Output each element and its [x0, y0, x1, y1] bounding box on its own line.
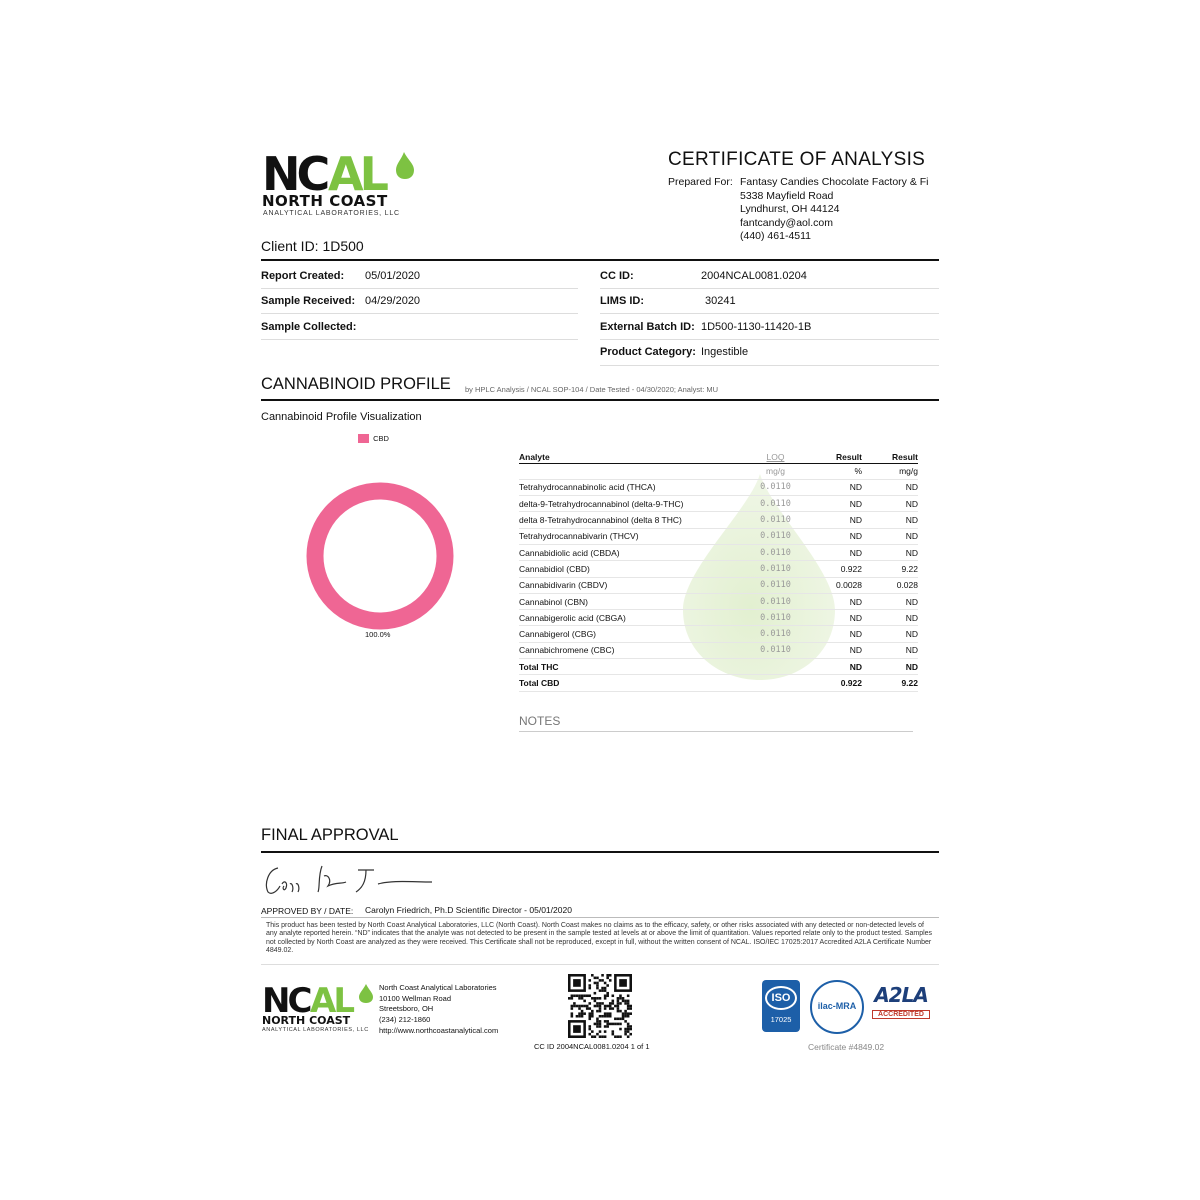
ncal-logo-nc: NC — [262, 150, 327, 201]
loq-cell: 0.0110 — [748, 496, 803, 512]
approved-by-value: Carolyn Friedrich, Ph.D Scientific Director - 05/01/2020 — [365, 905, 572, 915]
info-rule — [600, 339, 939, 340]
result-mg-cell: ND — [862, 610, 918, 626]
col-header-loq: LOQ — [766, 452, 785, 463]
analyte-cell: Cannabigerolic acid (CBGA) — [519, 610, 748, 626]
result-pct-cell: 0.922 — [803, 561, 862, 577]
client-line: fantcandy@aol.com — [740, 216, 833, 229]
product-category-label: Product Category: — [600, 346, 696, 358]
total-pct-cell: 0.922 — [803, 675, 862, 691]
table-row — [519, 496, 918, 512]
cannabinoid-profile-title: CANNABINOID PROFILE — [261, 375, 451, 393]
info-rule — [261, 313, 578, 314]
total-mg-cell: 9.22 — [862, 675, 918, 691]
approved-by-label: APPROVED BY / DATE: — [261, 906, 354, 916]
header-divider — [261, 259, 939, 261]
table-row — [519, 610, 918, 626]
analyte-cell: Cannabidiolic acid (CBDA) — [519, 544, 748, 560]
result-mg-cell: ND — [862, 479, 918, 495]
cc-id-value: 2004NCAL0081.0204 — [701, 270, 807, 282]
info-rule — [261, 339, 578, 340]
analyte-cell: Cannabichromene (CBC) — [519, 642, 748, 658]
loq-cell: 0.0110 — [748, 561, 803, 577]
notes-label: NOTES — [519, 714, 561, 728]
analyte-cell: Cannabigerol (CBG) — [519, 626, 748, 642]
total-analyte-cell: Total CBD — [519, 675, 748, 691]
approval-rule — [261, 917, 939, 918]
external-batch-id-value: 1D500-1130-11420-1B — [701, 321, 812, 333]
loq-cell: 0.0110 — [748, 593, 803, 609]
info-rule — [600, 313, 939, 314]
analyte-cell: Tetrahydrocannabinolic acid (THCA) — [519, 479, 748, 495]
result-pct-cell: ND — [803, 512, 862, 528]
analyte-cell: delta 8-Tetrahydrocannabinol (delta 8 THC) — [519, 512, 748, 528]
ncal-logo-line2: ANALYTICAL LABORATORIES, LLC — [263, 210, 400, 217]
client-line: Fantasy Candies Chocolate Factory & Fi — [740, 176, 929, 188]
result-pct-cell: ND — [803, 479, 862, 495]
unit-result-mg: mg/g — [862, 463, 918, 479]
col-header-result-pct: Result — [836, 452, 862, 463]
footer-logo-line2: ANALYTICAL LABORATORIES, LLC — [262, 1027, 369, 1033]
analyte-cell: Cannabinol (CBN) — [519, 593, 748, 609]
droplet-icon — [396, 152, 414, 179]
analyte-cell: Tetrahydrocannabivarin (THCV) — [519, 528, 748, 544]
footer-logo-line1: NORTH COAST — [262, 1014, 351, 1027]
cc-id-label: CC ID: — [600, 270, 634, 282]
footer-address-line: North Coast Analytical Laboratories — [379, 983, 497, 992]
result-mg-cell: ND — [862, 544, 918, 560]
info-rule — [600, 365, 939, 366]
iso-17025-badge-icon — [762, 980, 800, 1032]
total-analyte-cell: Total THC — [519, 659, 748, 675]
result-mg-cell: ND — [862, 642, 918, 658]
cc-id-page: CC ID 2004NCAL0081.0204 1 of 1 — [534, 1042, 650, 1051]
donut-data-label: 100.0% — [365, 630, 391, 639]
report-created-value: 05/01/2020 — [365, 270, 421, 282]
disclaimer-rule — [261, 964, 939, 965]
table-row — [519, 512, 918, 528]
footer-logo-nc: NC — [262, 982, 310, 1018]
approval-divider — [261, 851, 939, 853]
legend — [358, 433, 389, 443]
table-total-row — [519, 675, 918, 691]
footer-address-line: Streetsboro, OH — [379, 1004, 434, 1014]
loq-cell: 0.0110 — [748, 626, 803, 642]
sample-received-value: 04/29/2020 — [365, 295, 421, 307]
result-pct-cell: ND — [803, 610, 862, 626]
external-batch-id-label: External Batch ID: — [600, 321, 695, 333]
sample-received-label: Sample Received: — [261, 295, 356, 307]
a2la-badge-icon — [870, 983, 932, 1029]
total-loq-cell — [748, 659, 803, 675]
total-pct-cell: ND — [803, 659, 862, 675]
loq-cell: 0.0110 — [748, 479, 803, 495]
lims-id-value: 30241 — [705, 295, 736, 307]
visualization-label: Cannabinoid Profile Visualization — [261, 411, 422, 423]
table-row — [519, 479, 918, 495]
result-mg-cell: 9.22 — [862, 561, 918, 577]
legend-label-cbd: CBD — [373, 433, 389, 443]
table-row — [519, 593, 918, 609]
a2la-letters: A2LA — [874, 983, 928, 1007]
unit-result-pct: % — [803, 463, 862, 479]
cannabinoid-divider — [261, 399, 939, 401]
result-pct-cell: ND — [803, 528, 862, 544]
donut-chart — [300, 480, 460, 640]
total-mg-cell: ND — [862, 659, 918, 675]
document-title: CERTIFICATE OF ANALYSIS — [668, 149, 926, 170]
iso-badge-top: ISO — [765, 986, 797, 1010]
a2la-accredited: ACCREDITED — [872, 1010, 930, 1019]
ncal-logo-line1: NORTH COAST — [262, 192, 388, 210]
client-id: Client ID: 1D500 — [261, 238, 364, 254]
info-rule — [261, 288, 578, 289]
legend-swatch-cbd — [358, 434, 369, 443]
footer-address — [379, 983, 498, 1037]
final-approval-title: FINAL APPROVAL — [261, 826, 399, 844]
client-line: 5338 Mayfield Road — [740, 189, 834, 202]
cannabinoid-profile-subtitle: by HPLC Analysis / NCAL SOP-104 / Date Tested - 04/30/2020; Analyst: MU — [465, 385, 719, 394]
unit-loq: mg/g — [748, 463, 803, 479]
result-pct-cell: ND — [803, 593, 862, 609]
client-line: Lyndhurst, OH 44124 — [740, 203, 840, 216]
analyte-cell: Cannabidivarin (CBDV) — [519, 577, 748, 593]
sample-collected-label: Sample Collected: — [261, 321, 357, 333]
footer-url[interactable]: http://www.northcoastanalytical.com — [379, 1025, 499, 1035]
footer-address-line: 10100 Wellman Road — [379, 993, 451, 1003]
table-row — [519, 561, 918, 577]
footer-address-line: (234) 212-1860 — [379, 1015, 431, 1025]
result-mg-cell: ND — [862, 626, 918, 642]
client-line: (440) 461-4511 — [740, 230, 812, 243]
product-category-value: Ingestible — [701, 346, 749, 358]
result-pct-cell: ND — [803, 626, 862, 642]
disclaimer: This product has been tested by North Coast Analytical Laboratories, LLC (North Coast). North Coast makes no claims as to the efficacy, safety, or other risks associated with any detected or non-detected levels of any analyte reported herein. “ND” indicates that the analyte was not detected to be present in the sample tested at levels at or above the limit of quantitation. Values reported relate only to the product tested. Samples not collected by North Coast are analyzed as they were received. This Certificate shall not be reproduced, except in full, without the written consent of NCAL. ISO/IEC 17025:2017 Accredited A2LA Certificate Number 4849.02. — [266, 922, 933, 955]
result-pct-cell: ND — [803, 642, 862, 658]
table-total-row — [519, 659, 918, 675]
analyte-cell: delta-9-Tetrahydrocannabinol (delta-9-THC) — [519, 496, 748, 512]
ncal-logo-al: AL — [328, 150, 385, 201]
table-row — [519, 544, 918, 560]
result-mg-cell: ND — [862, 593, 918, 609]
donut-slices — [315, 491, 445, 621]
ilac-mra-badge-icon — [810, 980, 864, 1034]
footer-logo-al: AL — [310, 982, 352, 1018]
ilac-mra-label: ilac-MRA — [817, 1001, 857, 1011]
table-header-row — [519, 452, 918, 463]
result-pct-cell: 0.0028 — [803, 577, 862, 593]
table-row — [519, 642, 918, 658]
result-pct-cell: ND — [803, 496, 862, 512]
total-loq-cell — [748, 675, 803, 691]
result-mg-cell: 0.028 — [862, 577, 918, 593]
loq-cell: 0.0110 — [748, 610, 803, 626]
loq-cell: 0.0110 — [748, 512, 803, 528]
signature — [262, 858, 447, 900]
info-rule — [600, 288, 939, 289]
result-mg-cell: ND — [862, 512, 918, 528]
loq-cell: 0.0110 — [748, 642, 803, 658]
table-row — [519, 626, 918, 642]
result-mg-cell: ND — [862, 528, 918, 544]
table-row — [519, 528, 918, 544]
prepared-for-label: Prepared For: — [668, 176, 733, 188]
results-table — [519, 452, 919, 692]
loq-cell: 0.0110 — [748, 544, 803, 560]
col-header-analyte: Analyte — [519, 452, 550, 463]
notes-rule — [519, 731, 913, 732]
table-row — [519, 577, 918, 593]
table-units-row — [519, 463, 918, 479]
col-header-result-mg: Result — [892, 452, 918, 463]
qr-code-icon[interactable] — [568, 974, 632, 1038]
footer-logo-mark — [262, 982, 377, 1018]
analyte-cell: Cannabidiol (CBD) — [519, 561, 748, 577]
donut-slice-cbd — [315, 491, 445, 621]
lims-id-label: LIMS ID: — [600, 295, 644, 307]
client-address — [740, 176, 940, 244]
result-pct-cell: ND — [803, 544, 862, 560]
iso-badge-bottom: 17025 — [770, 1015, 792, 1024]
result-mg-cell: ND — [862, 496, 918, 512]
report-created-label: Report Created: — [261, 270, 345, 282]
loq-cell: 0.0110 — [748, 528, 803, 544]
certificate-number: Certificate #4849.02 — [808, 1042, 885, 1052]
loq-cell: 0.0110 — [748, 577, 803, 593]
